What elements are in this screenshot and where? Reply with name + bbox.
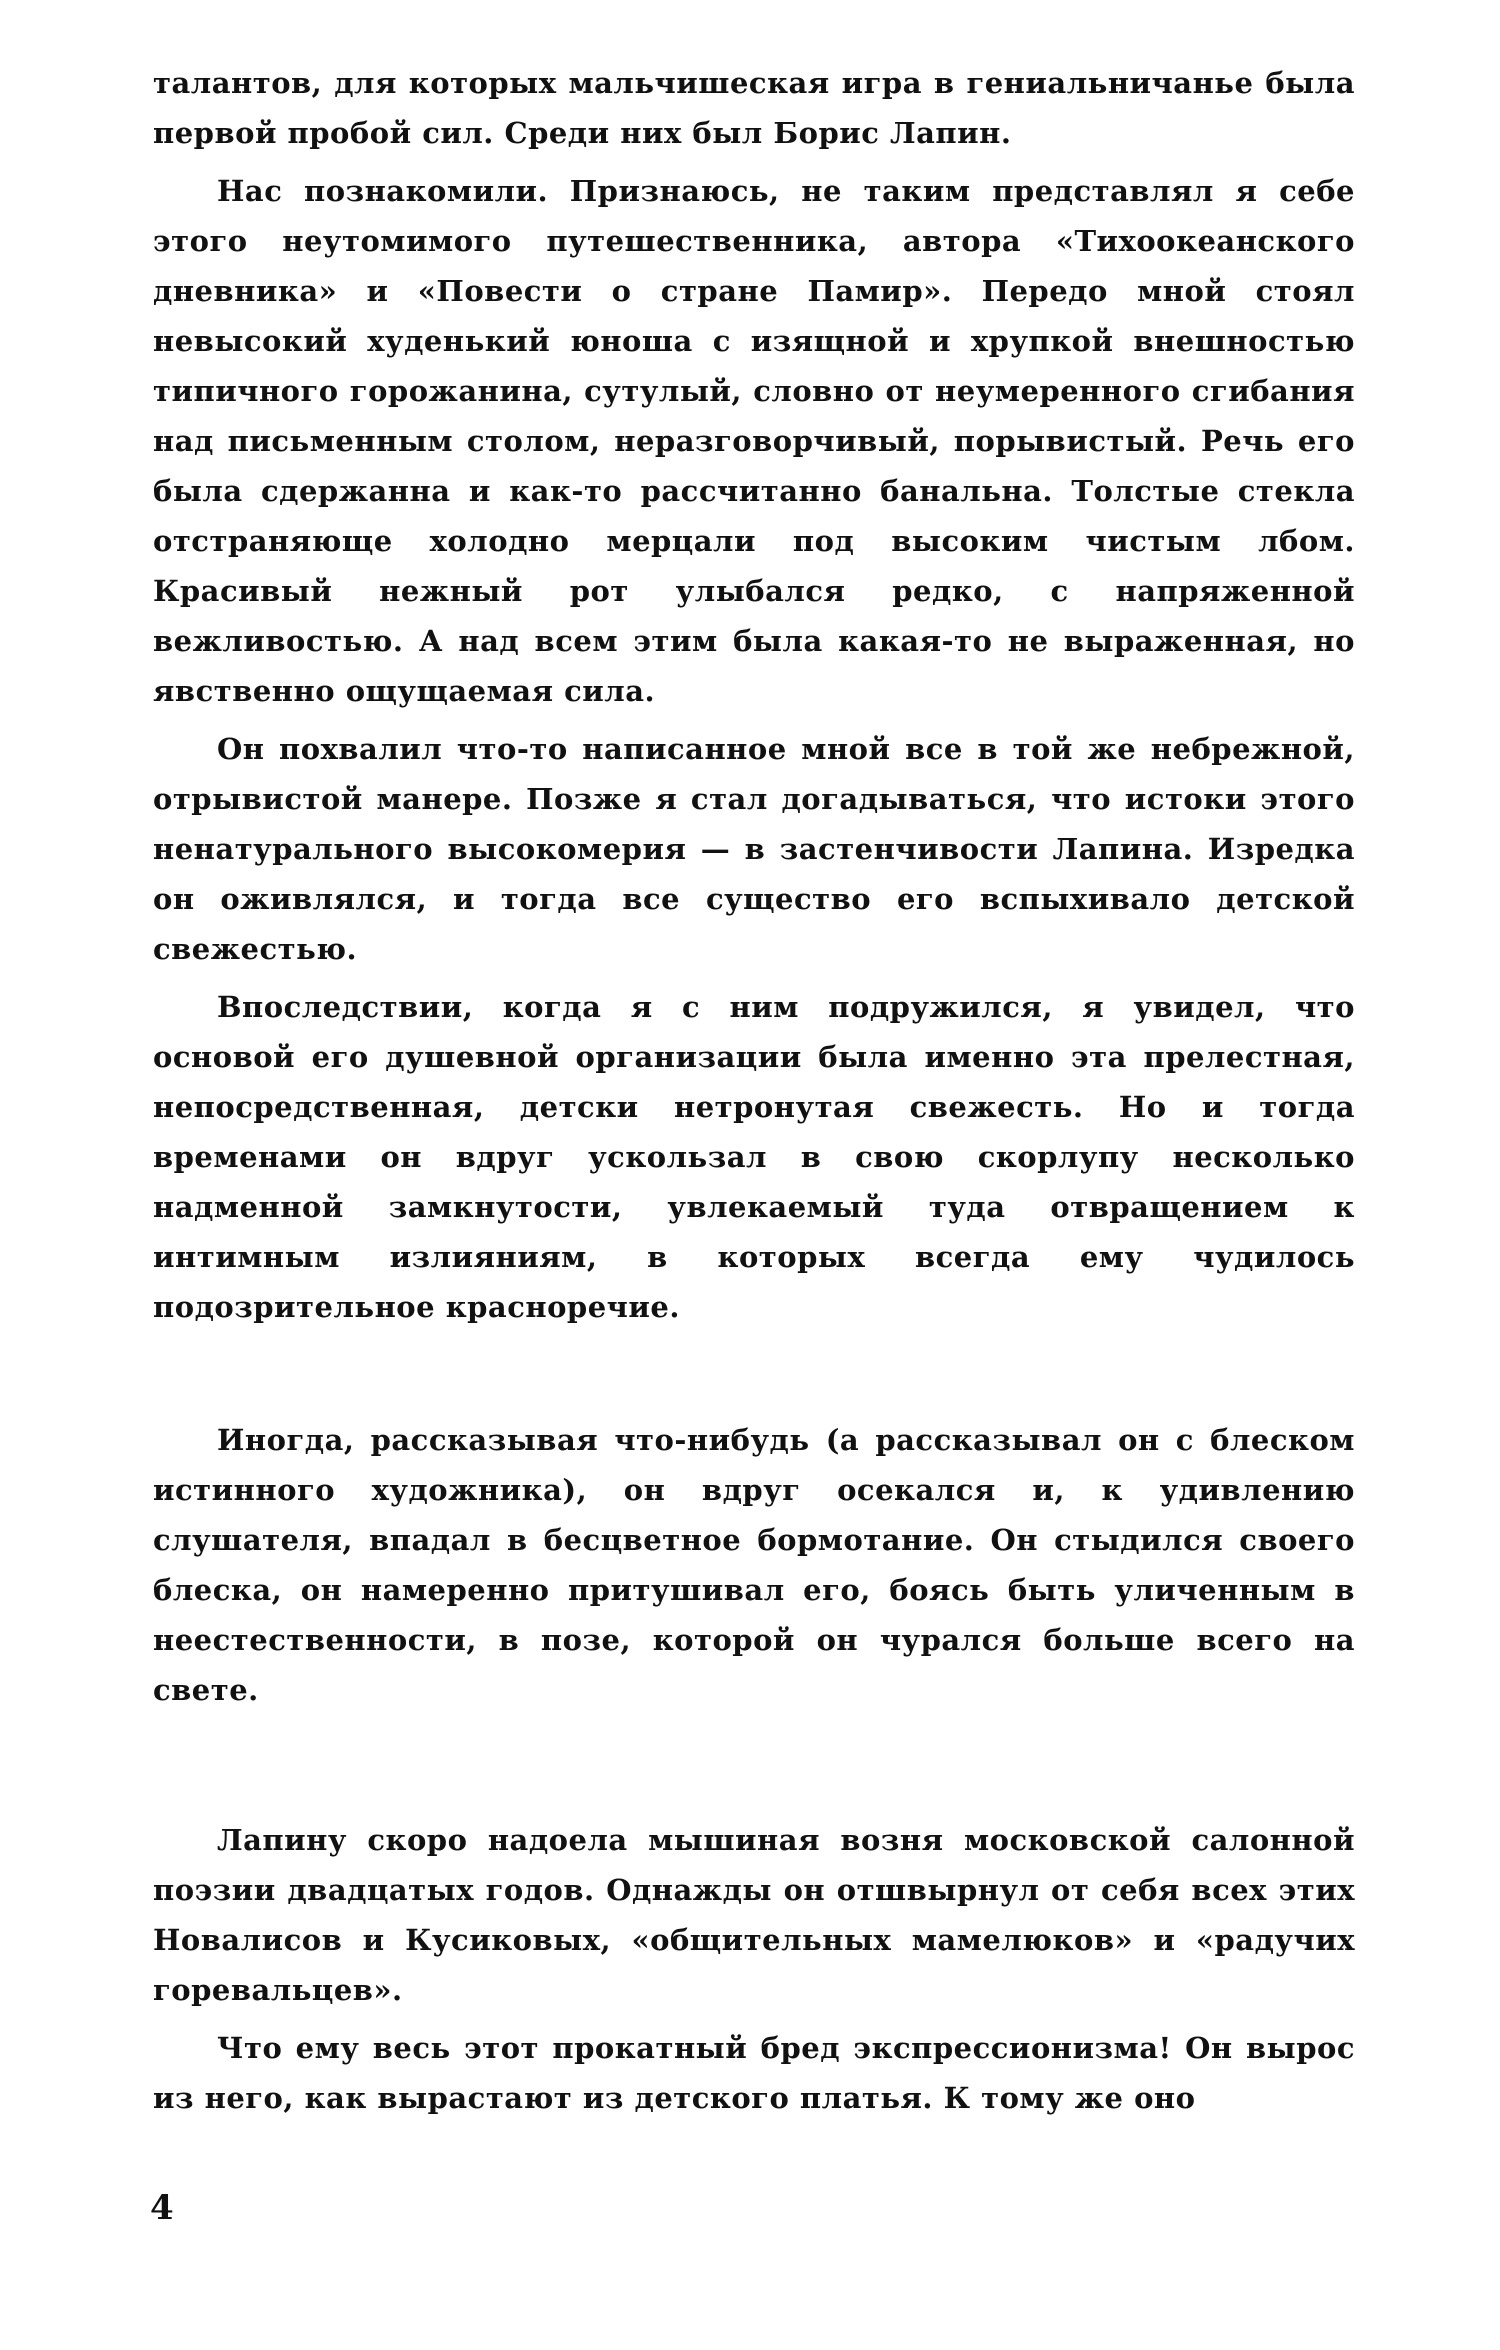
text-block-top bbox=[153, 58, 1355, 1332]
paragraph-storytelling: Иногда, рассказывая что-нибудь (а рассказывал он с блеском истинного художника), он вдруг осекался и, к удивлению слушателя, впадал в бесцветное бормотание. Он стыдился своего блеска, он намеренно притушивал его, боясь быть уличенным в неестественности, в позе, которой он чурался больше всего на свете. bbox=[153, 1423, 1355, 1707]
paragraph-continuation: талантов, для которых мальчишеская игра в гениальничанье была первой пробой сил. Среди них был Борис Лапин. bbox=[153, 66, 1355, 150]
text-block-middle bbox=[153, 1415, 1355, 1715]
paragraph-meeting: Нас познакомили. Признаюсь, не таким представлял я себе этого неутомимого путешественника, автора «Тихоокеанского дневника» и «Повести о стране Памир». Передо мной стоял невысокий худенький юноша с изящной и хрупкой внешностью типичного горожанина, сутулый, словно от неумеренного сгибания над письменным столом, неразговорчивый, порывистый. Речь его была сдержанна и как-то рассчитанно банальна. Толстые стекла отстраняюще холодно мерцали под высоким чистым лбом. Красивый нежный рот улыбался редко, с напряженной вежливостью. А над всем этим была какая-то не выраженная, но явственно ощущаемая сила. bbox=[153, 174, 1355, 708]
page-number: 4 bbox=[150, 2188, 174, 2228]
paragraph-praise: Он похвалил что-то написанное мной все в той же небрежной, отрывистой манере. Позже я стал догадываться, что истоки этого ненатурального высокомерия — в застенчивости Лапина. Изредка он оживлялся, и тогда все существо его вспыхивало детской свежестью. bbox=[153, 732, 1355, 966]
paragraph-friendship: Впоследствии, когда я с ним подружился, я увидел, что основой его душевной организации была именно эта прелестная, непосредственная, детски нетронутая свежесть. Но и тогда временами он вдруг ускользал в свою скорлупу несколько надменной замкнутости, увлекаемый туда отвращением к интимным излияниям, в которых всегда ему чудилось подозрительное красноречие. bbox=[153, 990, 1355, 1324]
text-block-bottom bbox=[153, 1815, 1355, 2123]
paragraph-moscow-poetry: Лапину скоро надоела мышиная возня московской салонной поэзии двадцатых годов. Однажды он отшвырнул от себя всех этих Новалисов и Кусиковых, «общительных мамелюков» и «радучих горевальцев». bbox=[153, 1823, 1355, 2007]
paragraph-expressionism: Что ему весь этот прокатный бред экспрессионизма! Он вырос из него, как вырастают из детского платья. К тому же оно bbox=[153, 2031, 1355, 2115]
